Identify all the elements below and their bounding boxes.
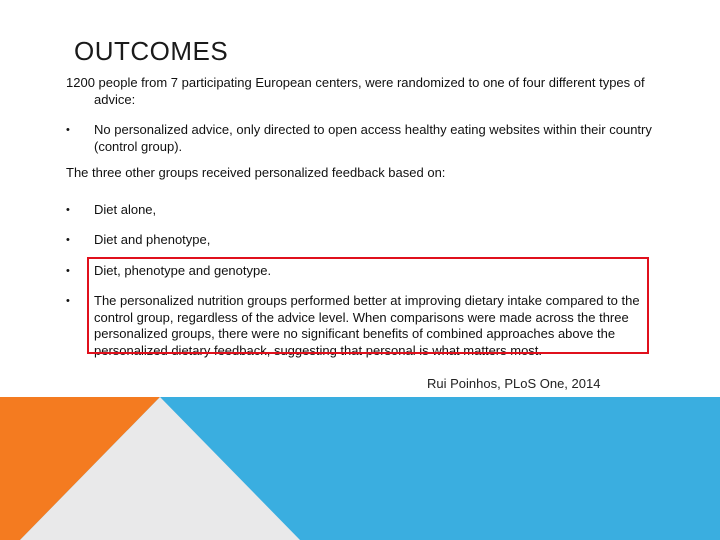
intro-paragraph: 1200 people from 7 participating European centers, were randomized to one of four different types of advice: (66, 75, 645, 107)
list-item (66, 202, 656, 219)
bullet-marker: • (66, 124, 70, 136)
list-item (66, 232, 656, 249)
bullet-marker: • (66, 264, 70, 277)
list-item-text: Diet, phenotype and genotype. (94, 262, 272, 278)
key-finding-text: The personalized nutrition groups performed better at improving dietary intake compared to the control group, regardless of the advice level. When comparisons were made across the three personalized groups, there were no significant benefits of combined approaches above the personalized dietary feedback, suggesting that personal is what matters most. (94, 293, 640, 358)
list-item-text: Diet alone, (94, 201, 157, 217)
bullet-marker: • (66, 295, 70, 307)
control-group-bullet (66, 122, 656, 155)
list-item-text: Diet and phenotype, (94, 232, 211, 247)
bullet-marker: • (66, 234, 70, 246)
citation: Rui Poinhos, PLoS One, 2014 (427, 376, 601, 391)
feedback-intro: The three other groups received personalized feedback based on: (66, 165, 446, 180)
decorative-banner (0, 397, 720, 540)
control-group-text: No personalized advice, only directed to open access healthy eating websites within their country (control group). (94, 122, 652, 154)
slide-title: OUTCOMES (74, 36, 229, 66)
bullet-marker: • (66, 203, 70, 216)
key-finding-highlight-box (87, 257, 649, 354)
